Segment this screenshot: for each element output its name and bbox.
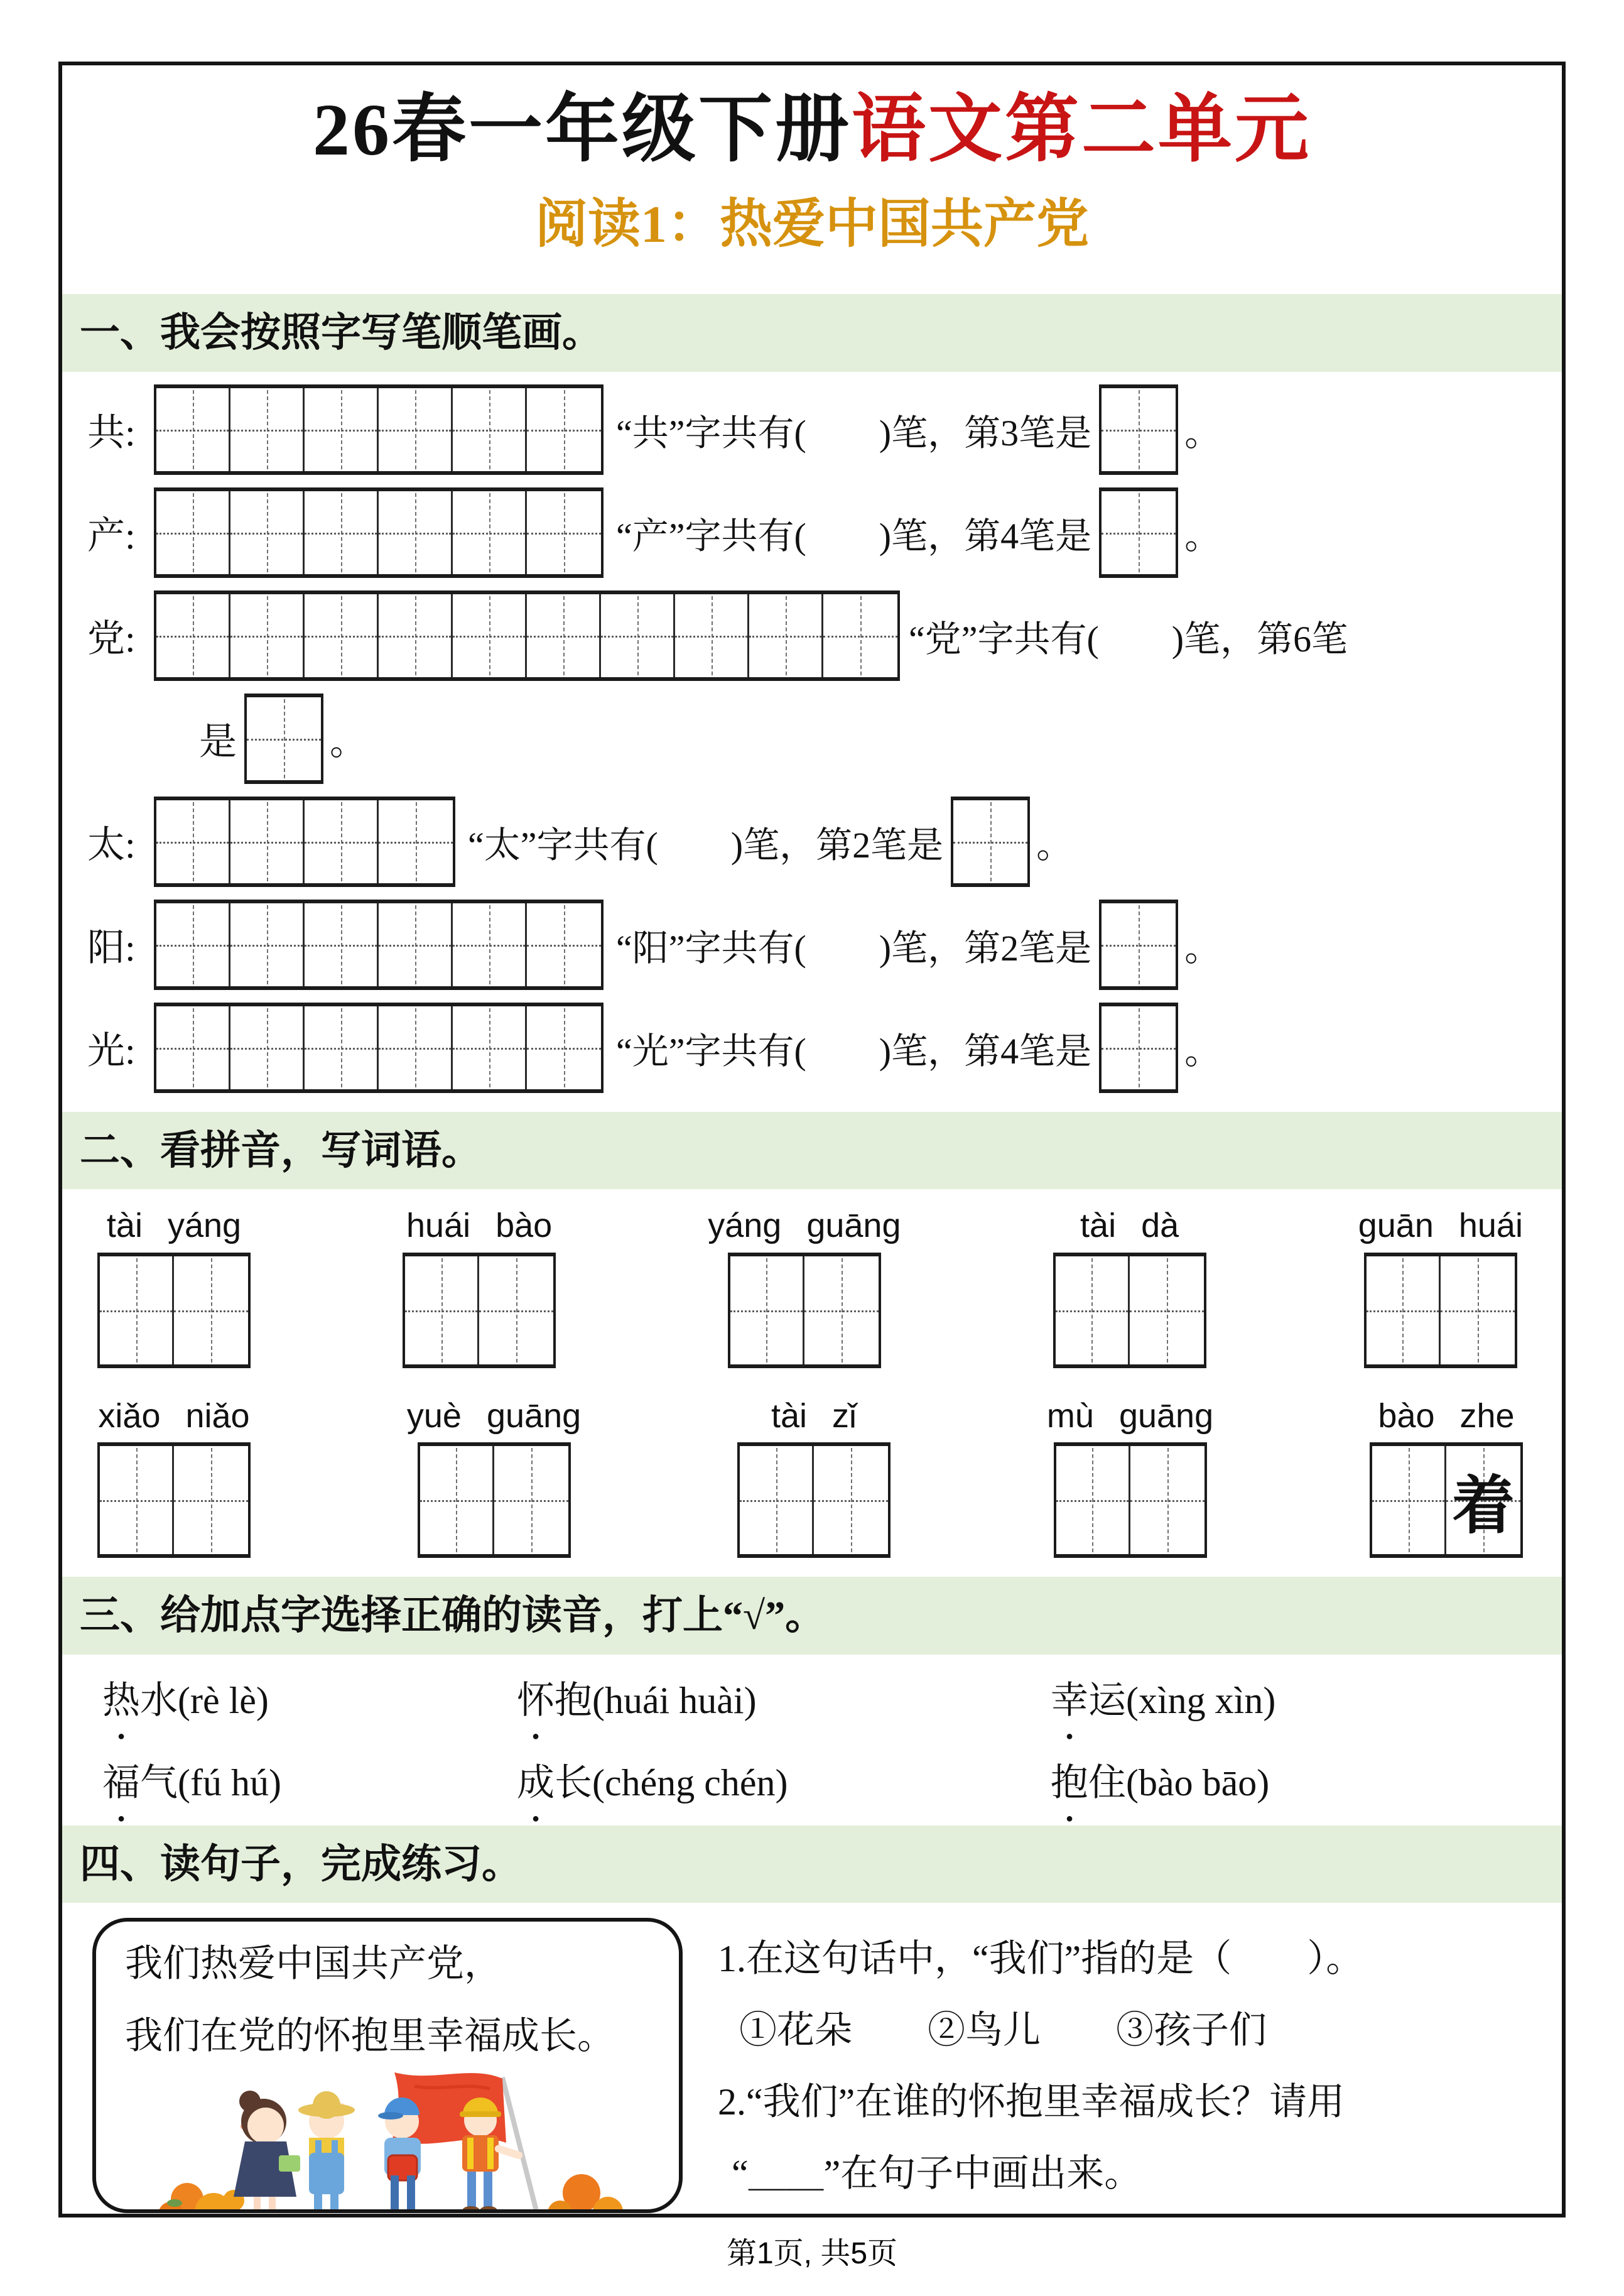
stroke-question: “共”字共有( )笔，第3笔是 — [616, 412, 1092, 454]
pinyin-syllable: yáng — [167, 1206, 242, 1244]
phonetic-item-baozhu[interactable] — [1051, 1760, 1524, 1807]
stroke-row-gong — [87, 384, 1562, 475]
reading-exercise — [92, 1918, 1534, 2213]
stroke-practice-grid[interactable] — [154, 900, 604, 990]
stroke-question: “光”字共有( )笔，第4笔是 — [616, 1030, 1092, 1072]
pinyin-syllable: guāng — [486, 1396, 582, 1435]
pinyin-syllable: huái — [406, 1206, 471, 1244]
pinyin-group-guanhuai — [1358, 1205, 1523, 1368]
word-writing-box[interactable] — [737, 1442, 890, 1558]
pinyin-syllable: guān — [1358, 1206, 1434, 1244]
question-column — [718, 1918, 1534, 2213]
stroke-row-dang-continuation — [199, 694, 1562, 784]
page-title — [62, 82, 1562, 178]
pinyin-group-taida — [1053, 1205, 1206, 1368]
stroke-row-label: 党: — [87, 618, 136, 660]
stroke-row-label: 阳: — [87, 927, 136, 969]
cap-boy-figure — [378, 2097, 421, 2213]
flower-cluster-right — [548, 2174, 623, 2213]
word-writing-box[interactable] — [1054, 1442, 1207, 1558]
pinyin-group-baozhe — [1370, 1396, 1523, 1559]
stroke-practice-grid[interactable] — [154, 384, 604, 475]
period: 。 — [330, 721, 367, 763]
section-1-heading: 一、我会按照字写笔顺笔画。 — [62, 294, 1562, 371]
period: 。 — [1184, 1030, 1221, 1072]
worksheet-frame — [58, 62, 1566, 2217]
pinyin-group-muguang — [1047, 1396, 1213, 1559]
section-3-heading: 三、给加点字选择正确的读音，打上“√”。 — [62, 1577, 1562, 1654]
stroke-practice-grid[interactable] — [154, 1003, 604, 1093]
pinyin-syllable: bào — [1378, 1396, 1435, 1435]
pinyin-group-taizi — [737, 1396, 890, 1559]
stroke-answer-box[interactable] — [244, 694, 323, 784]
question-2-line-1: 2.“我们”在谁的怀抱里幸福成长？请用 — [718, 2081, 1345, 2123]
pinyin-row-2 — [97, 1396, 1523, 1559]
pinyin-group-xiaoniao — [97, 1396, 251, 1559]
word-writing-box[interactable] — [728, 1253, 881, 1368]
title-highlight: 语文第二单元 — [852, 89, 1312, 171]
pinyin-row-1 — [97, 1205, 1523, 1368]
word-writing-box[interactable] — [1364, 1253, 1517, 1368]
phonetic-item-xingyun[interactable] — [1051, 1677, 1524, 1724]
word-writing-box[interactable] — [97, 1253, 251, 1368]
phonetic-rest: 抱(huái huài) — [555, 1679, 757, 1721]
pinyin-syllable: tài — [106, 1206, 143, 1244]
dotted-char: 成 ● — [517, 1760, 555, 1807]
stroke-row-dang — [87, 590, 1562, 681]
stroke-answer-box[interactable] — [1099, 487, 1178, 578]
stroke-row-label: 产: — [87, 514, 136, 557]
period: 。 — [1184, 515, 1221, 557]
pinyin-syllable: tài — [1080, 1206, 1117, 1244]
stroke-answer-box[interactable] — [1099, 900, 1178, 990]
question-2-line-2: “＿＿”在句子中画出来。 — [732, 2152, 1142, 2194]
section-4-heading: 四、读句子，完成练习。 — [62, 1825, 1562, 1903]
phonetic-item-huaibao[interactable] — [517, 1677, 1051, 1724]
phonetic-rest: 水(rè lè) — [140, 1679, 269, 1721]
stroke-row-yang — [87, 900, 1562, 990]
stroke-question: “阳”字共有( )笔，第2笔是 — [616, 927, 1092, 969]
period: 。 — [1036, 824, 1073, 866]
stroke-row-label: 共: — [87, 411, 136, 454]
page-number: 第1页, 共5页 — [726, 2237, 898, 2270]
stroke-practice-grid[interactable] — [154, 590, 900, 681]
straw-hat-boy-figure — [298, 2091, 355, 2213]
word-writing-box[interactable] — [403, 1253, 556, 1368]
phonetic-rest: 住(bào bāo) — [1088, 1761, 1270, 1804]
pinyin-syllable: guāng — [1118, 1396, 1214, 1435]
word-writing-box[interactable] — [1053, 1253, 1206, 1368]
period: 。 — [1184, 412, 1221, 454]
pinyin-group-huaibao — [403, 1205, 556, 1368]
stroke-practice-grid[interactable] — [154, 797, 455, 887]
word-writing-box[interactable] — [97, 1442, 251, 1558]
section-2-heading: 二、看拼音，写词语。 — [62, 1112, 1562, 1189]
question-1: 1.在这句话中，“我们”指的是（ ）。 — [718, 1937, 1364, 1979]
sentence-line-1: 我们热爱中国共产党， — [125, 1942, 502, 1984]
word-writing-box-prefilled[interactable]: 着 — [1370, 1442, 1523, 1558]
phonetic-item-chengzhang[interactable] — [517, 1760, 1051, 1807]
pinyin-syllable: yáng — [708, 1206, 782, 1244]
stroke-question: “产”字共有( )笔，第4笔是 — [616, 515, 1092, 557]
dotted-char: 幸 ● — [1051, 1677, 1088, 1724]
phonetic-item-reshui[interactable] — [102, 1677, 517, 1724]
pinyin-group-yangguang — [708, 1205, 901, 1368]
sentence-line-2: 我们在党的怀抱里幸福成长。 — [125, 2015, 615, 2057]
pinyin-syllable: zǐ — [832, 1396, 857, 1435]
continuation-label: 是 — [199, 721, 237, 763]
question-1-options[interactable]: ①花朵 ②鸟儿 ③孩子们 — [739, 2009, 1267, 2051]
dotted-char: 抱 ● — [1051, 1760, 1088, 1807]
stroke-row-chan — [87, 487, 1562, 578]
pinyin-syllable: mù — [1046, 1396, 1094, 1435]
flower-cluster-left — [158, 2183, 244, 2213]
stroke-row-guang — [87, 1003, 1562, 1093]
stroke-row-label: 太: — [87, 824, 136, 866]
pinyin-syllable: niǎo — [185, 1396, 250, 1435]
stroke-question: “太”字共有( )笔，第2笔是 — [468, 824, 944, 866]
pinyin-group-taiyang — [97, 1205, 251, 1368]
period: 。 — [1184, 927, 1221, 969]
pinyin-group-yueguang — [407, 1396, 581, 1559]
phonetic-rest: 气(fú hú) — [140, 1761, 281, 1804]
pinyin-syllable: zhe — [1459, 1396, 1515, 1435]
phonetic-rest: 长(chéng chén) — [555, 1761, 788, 1804]
pinyin-syllable: dà — [1141, 1206, 1179, 1244]
girl-figure — [234, 2091, 300, 2213]
dotted-char: 怀 ● — [517, 1677, 555, 1724]
phonetic-row-2 — [102, 1760, 1524, 1807]
pinyin-block — [97, 1205, 1523, 1559]
phonetic-block — [102, 1677, 1524, 1807]
stroke-row-tai — [87, 797, 1562, 887]
phonetic-rest: 运(xìng xìn) — [1088, 1679, 1276, 1721]
pinyin-syllable: xiǎo — [98, 1396, 161, 1435]
stroke-practice-grid[interactable] — [154, 487, 604, 578]
phonetic-item-fuqi[interactable] — [102, 1760, 517, 1807]
phonetic-row-1 — [102, 1677, 1524, 1724]
pinyin-syllable: guāng — [806, 1206, 901, 1244]
dotted-char: 热 ● — [102, 1677, 140, 1724]
stroke-answer-box[interactable] — [951, 797, 1030, 887]
title-prefix: 26春一年级下册 — [312, 89, 852, 171]
pinyin-syllable: tài — [771, 1396, 808, 1435]
stroke-question: “党”字共有( )笔，第6笔 — [909, 618, 1348, 660]
lesson-subtitle: 阅读1：热爱中国共产党 — [534, 195, 1089, 254]
pinyin-syllable: yuè — [406, 1396, 462, 1435]
children-illustration — [138, 2064, 641, 2213]
pinyin-syllable: bào — [495, 1206, 553, 1244]
stroke-answer-box[interactable] — [1099, 1003, 1178, 1093]
stroke-row-label: 光: — [87, 1030, 136, 1072]
sentence-box — [92, 1918, 683, 2213]
stroke-answer-box[interactable] — [1099, 384, 1178, 475]
word-writing-box[interactable] — [418, 1442, 571, 1558]
pinyin-syllable: huái — [1458, 1206, 1523, 1244]
dotted-char: 福 ● — [102, 1760, 140, 1807]
